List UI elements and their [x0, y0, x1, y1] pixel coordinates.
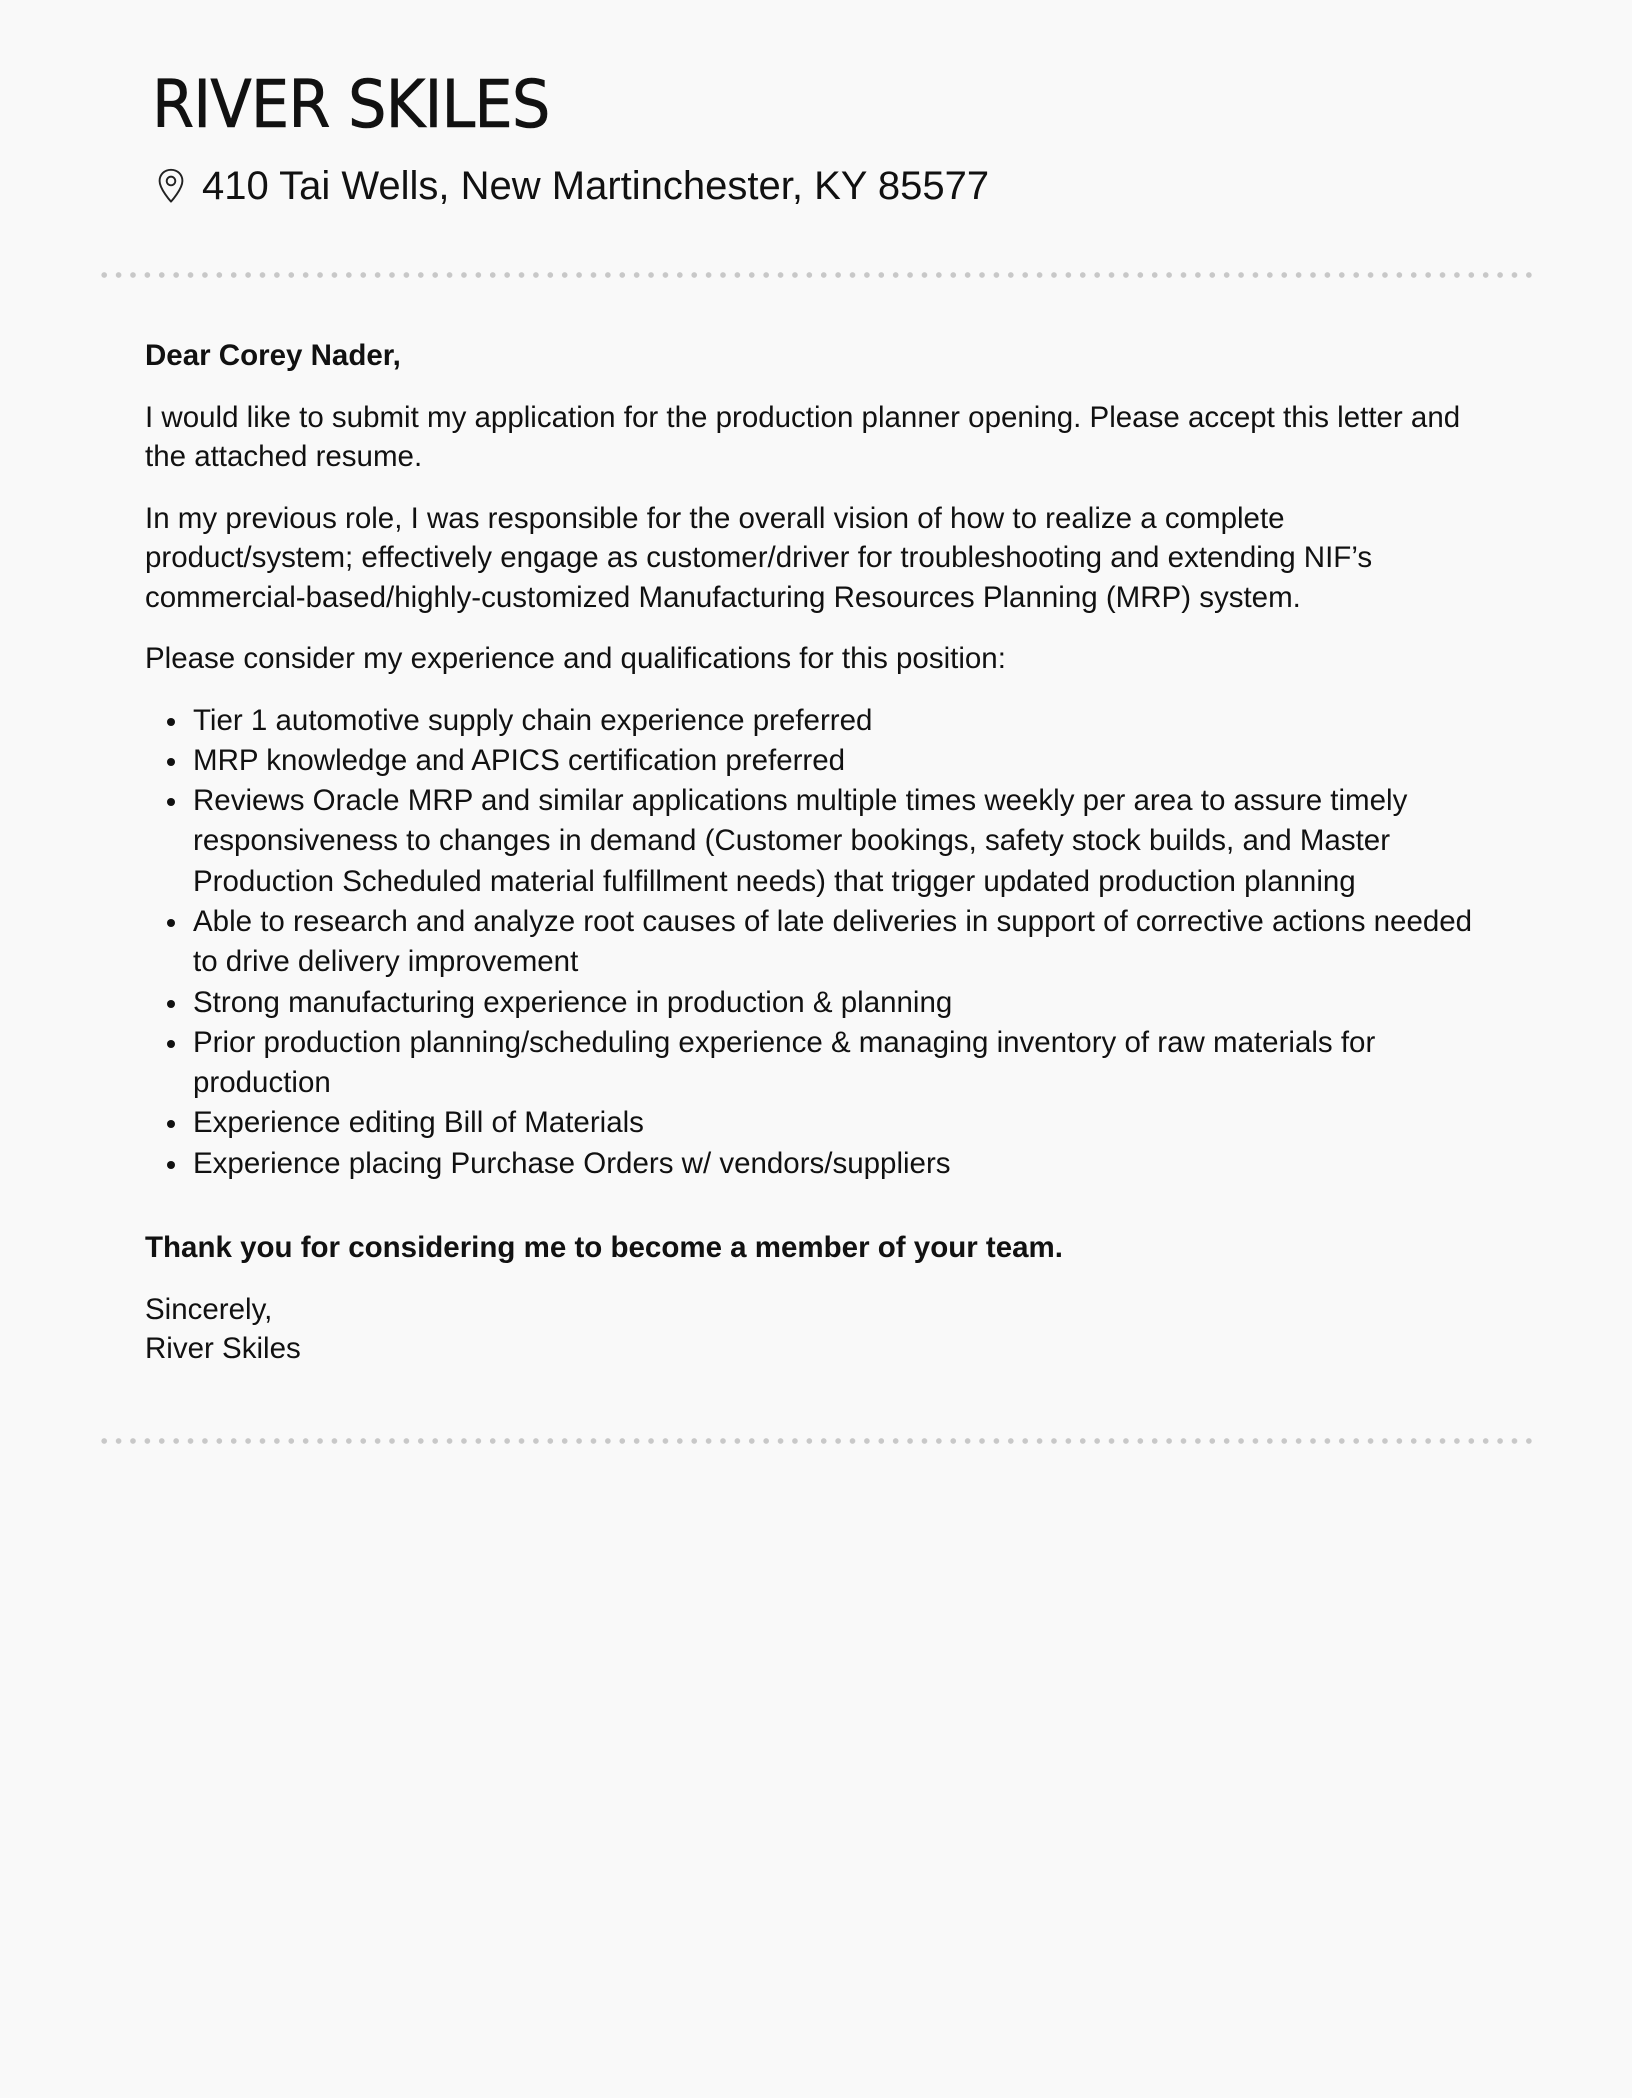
- list-item: Able to research and analyze root causes of late deliveries in support of corrective actions needed to drive delivery improvement: [193, 902, 1485, 983]
- qualifications-lead-in: Please consider my experience and qualifications for this position:: [145, 642, 1006, 675]
- list-item: Experience editing Bill of Materials: [193, 1103, 1485, 1143]
- applicant-name: RIVER SKILES: [152, 66, 550, 143]
- greeting: Dear Corey Nader,: [145, 339, 401, 372]
- list-item: MRP knowledge and APICS certification preferred: [193, 741, 1485, 781]
- intro-paragraph: I would like to submit my application for the production planner opening. Please accept this letter and the attached resume.: [145, 400, 1461, 473]
- list-item: Strong manufacturing experience in production & planning: [193, 983, 1485, 1023]
- signoff: Sincerely,: [145, 1292, 273, 1326]
- bottom-dotted-divider: [97, 1438, 1537, 1444]
- experience-paragraph: In my previous role, I was responsible for the overall vision of how to realize a complete product/system; effectively engage as customer/driver for troubleshooting and extending NIF’s commercial-based/highly-customized Manufacturing Resources Planning (MRP) system.: [145, 501, 1373, 614]
- closing-statement: Thank you for considering me to become a member of your team.: [145, 1231, 1063, 1265]
- address-row: [152, 162, 1452, 210]
- location-pin-icon: [156, 168, 186, 204]
- letter-body: [145, 336, 1485, 1369]
- list-item: Prior production planning/scheduling experience & managing inventory of raw materials for production: [193, 1023, 1485, 1104]
- list-item: Reviews Oracle MRP and similar applications multiple times weekly per area to assure timely responsiveness to changes in demand (Customer bookings, safety stock builds, and Master Production Scheduled material fulfillment needs) that trigger updated production planning: [193, 781, 1485, 902]
- signoff-block: [145, 1290, 1485, 1369]
- applicant-address: 410 Tai Wells, New Martinchester, KY 85577: [202, 164, 990, 208]
- letter-header: [152, 66, 1452, 210]
- top-dotted-divider: [97, 272, 1537, 278]
- list-item: Experience placing Purchase Orders w/ vendors/suppliers: [193, 1144, 1485, 1184]
- list-item: Tier 1 automotive supply chain experience preferred: [193, 701, 1485, 741]
- qualifications-list: [145, 701, 1485, 1185]
- signature: River Skiles: [145, 1332, 301, 1366]
